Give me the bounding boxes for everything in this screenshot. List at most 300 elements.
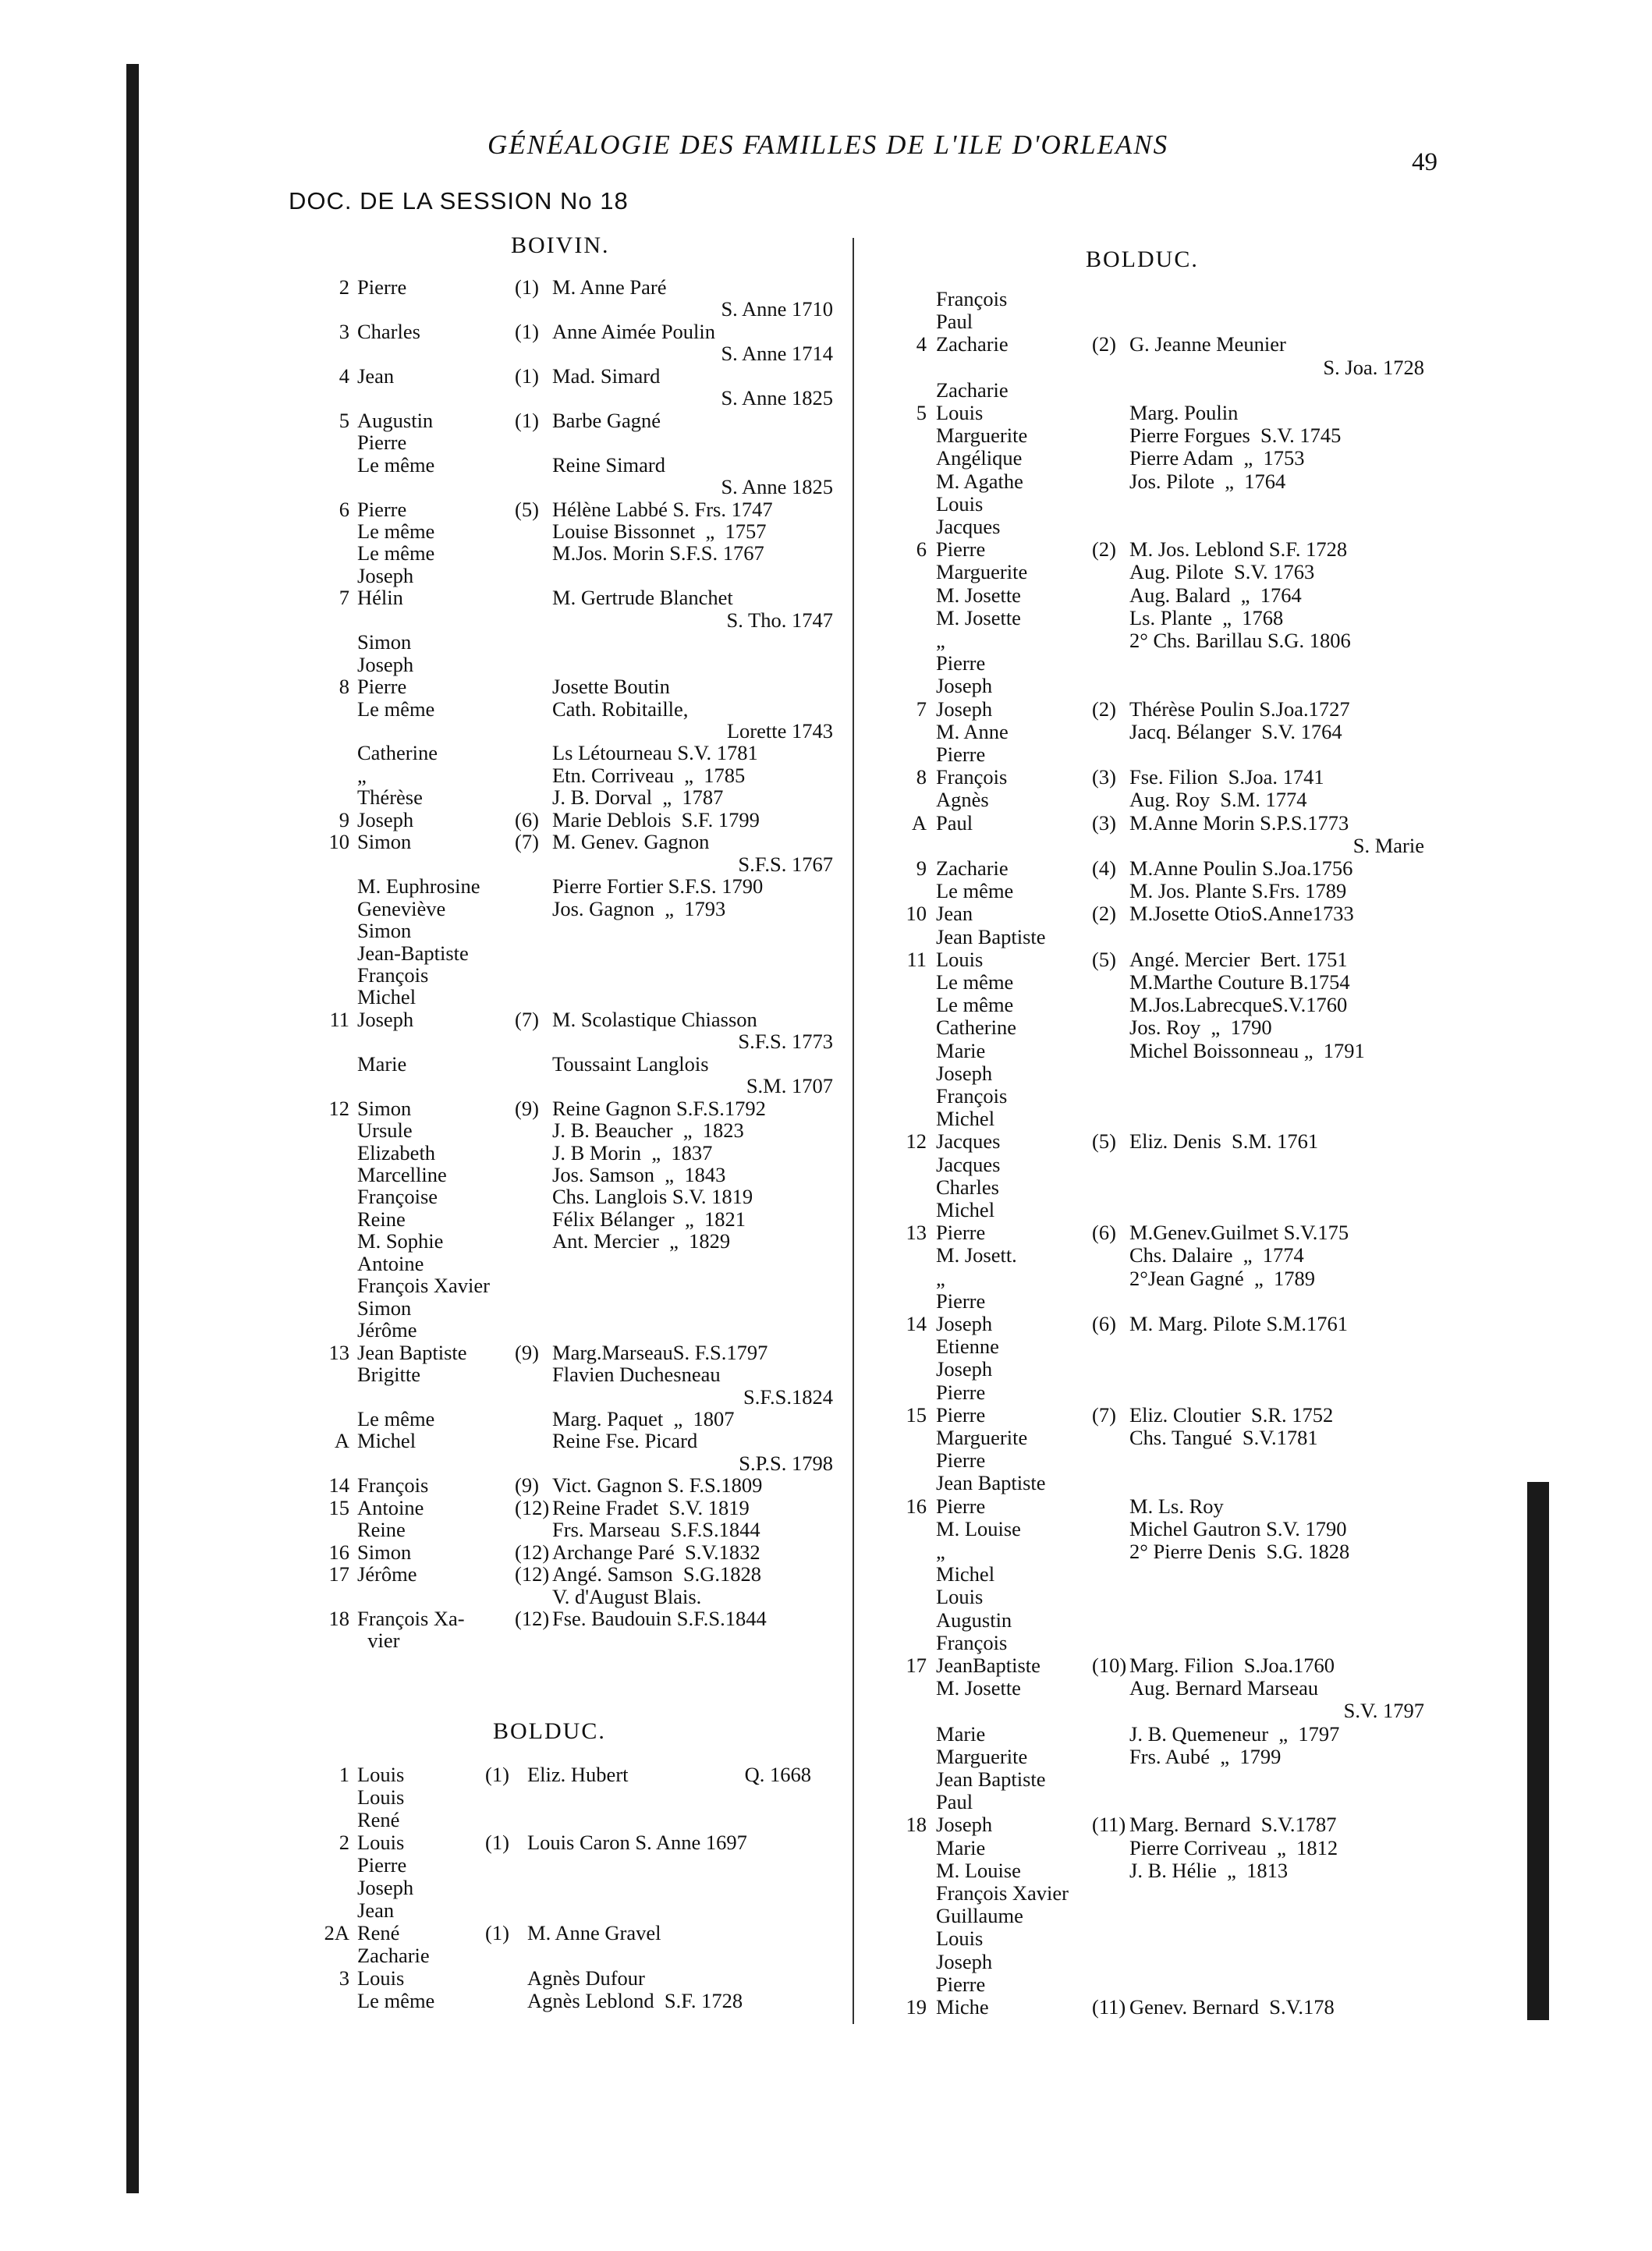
entry-mark: (5) xyxy=(1092,1129,1116,1154)
entry-spouse: 2° Pierre Denis S.G. 1828 xyxy=(1129,1540,1350,1563)
entry-name: Le même xyxy=(357,697,435,721)
entry-name: Miche xyxy=(936,1995,989,2019)
entry-name: Pierre xyxy=(936,1221,986,1245)
entry-spouse: Archange Paré S.V.1832 xyxy=(552,1540,760,1564)
entry-name: Louis xyxy=(357,1966,405,1990)
entry-spouse: M.Josette OtioS.Anne1733 xyxy=(1129,902,1354,926)
entry-name: Hélin xyxy=(357,586,403,610)
entry-name: Louis xyxy=(936,947,984,971)
scan-edge-right xyxy=(1527,1482,1549,2020)
entry-spouse: Jacq. Bélanger S.V. 1764 xyxy=(1129,719,1342,743)
entry-num: 14 xyxy=(328,1473,349,1498)
entry-name: Catherine xyxy=(936,1016,1017,1040)
entry-spouse: Thérèse Poulin S.Joa.1727 xyxy=(1129,697,1350,721)
entry-name: M. Louise xyxy=(936,1516,1021,1540)
entry-num: 8 xyxy=(916,765,927,789)
entry-spouse: M. Anne Paré xyxy=(552,275,667,299)
entry-name: Louis xyxy=(936,401,984,424)
entry-name: Simon xyxy=(357,1540,412,1564)
entry-mark: (4) xyxy=(1092,856,1116,880)
entry-name: Jean Baptiste xyxy=(936,1471,1046,1495)
entry-name: Françoise xyxy=(357,1185,438,1209)
entry-mark: (12) xyxy=(515,1495,550,1519)
entry-spouse: Angé. Mercier Bert. 1751 xyxy=(1129,947,1348,971)
entry-name: Joseph xyxy=(936,1312,993,1335)
entry-spouse: Eliz. Denis S.M. 1761 xyxy=(1129,1129,1319,1154)
entry-name: François xyxy=(357,1473,429,1498)
entry-num: 12 xyxy=(906,1129,927,1154)
entry-mark: (9) xyxy=(515,1340,539,1364)
entry-name: Antoine xyxy=(357,1251,424,1275)
entry-name: Etienne xyxy=(936,1335,999,1359)
entry-name: Michel xyxy=(936,1198,995,1221)
entry-mark: (12) xyxy=(515,1540,550,1564)
entry-spouse: 2° Chs. Barillau S.G. 1806 xyxy=(1129,629,1351,652)
entry-place: S.F.S.1824 xyxy=(743,1384,833,1409)
entry-name: Le même xyxy=(357,1406,435,1430)
bolduc-left-section-title: BOLDUC. xyxy=(493,1718,606,1744)
entry-name: Michel xyxy=(936,1562,995,1586)
entry-num: 9 xyxy=(339,807,349,831)
entry-name: Charles xyxy=(936,1175,999,1199)
entry-mark: (9) xyxy=(515,1096,539,1120)
entry-name: Louis xyxy=(357,1831,405,1854)
entry-spouse: Chs. Tangué S.V.1781 xyxy=(1129,1426,1318,1449)
entry-spouse: Marg. Filion S.Joa.1760 xyxy=(1129,1654,1335,1677)
entry-spouse: M. Jos. Plante S.Frs. 1789 xyxy=(1129,879,1347,903)
entry-place: S. Joa. 1728 xyxy=(1323,355,1424,379)
entry-place: S.P.S. 1798 xyxy=(739,1451,833,1475)
entry-name: Marie xyxy=(936,1835,986,1859)
entry-name: Jean Baptiste xyxy=(936,1767,1046,1791)
entry-name: Zacharie xyxy=(936,856,1009,880)
entry-name: M. Euphrosine xyxy=(357,874,480,899)
entry-spouse: Ls Létourneau S.V. 1781 xyxy=(552,741,758,765)
entry-mark: (5) xyxy=(515,497,539,521)
entry-name: Jacques xyxy=(936,1129,1001,1154)
entry-mark: (3) xyxy=(1092,810,1116,835)
entry-name: Reine xyxy=(357,1518,406,1542)
entry-spouse: M. Marg. Pilote S.M.1761 xyxy=(1129,1312,1348,1335)
entry-name: Michel xyxy=(357,985,417,1009)
entry-num: 16 xyxy=(906,1494,927,1518)
entry-spouse: Louis Caron S. Anne 1697 xyxy=(527,1831,747,1854)
entry-name: Charles xyxy=(357,319,420,343)
entry-name: Marcelline xyxy=(357,1163,447,1186)
doc-session-label: DOC. DE LA SESSION No 18 xyxy=(289,187,629,214)
entry-mark: (1) xyxy=(515,408,539,432)
entry-num: 10 xyxy=(328,830,349,854)
entry-name: Joseph xyxy=(936,697,993,721)
entry-spouse: M. Gertrude Blanchet xyxy=(552,586,733,610)
entry-name: Zacharie xyxy=(936,378,1009,402)
entry-spouse: Fse. Filion S.Joa. 1741 xyxy=(1129,765,1324,789)
entry-mark: (7) xyxy=(1092,1402,1116,1427)
entry-num: A xyxy=(334,1429,349,1453)
entry-num: 18 xyxy=(906,1813,927,1837)
entry-mark: (2) xyxy=(1092,697,1116,721)
entry-name: Antoine xyxy=(357,1495,424,1519)
entry-name: vier xyxy=(357,1629,400,1653)
entry-num: 3 xyxy=(339,319,349,343)
entry-num: 6 xyxy=(339,497,349,521)
entry-spouse: Félix Bélanger „ 1821 xyxy=(552,1207,746,1231)
entry-name: François xyxy=(936,765,1008,789)
entry-name: Le même xyxy=(357,1989,435,2012)
entry-name: Le même xyxy=(936,970,1014,994)
entry-name: Simon xyxy=(357,830,412,854)
entry-name: Jean-Baptiste xyxy=(357,941,469,965)
entry-num: A xyxy=(911,810,927,835)
entry-num: 7 xyxy=(339,586,349,610)
entry-name: Joseph xyxy=(936,1061,993,1085)
entry-name: Jérôme xyxy=(357,1318,417,1342)
entry-mark: (6) xyxy=(1092,1312,1116,1335)
entry-name: François xyxy=(357,962,429,987)
entry-name: Pierre xyxy=(936,1380,986,1404)
entry-spouse: Aug. Roy S.M. 1774 xyxy=(1129,788,1307,812)
entry-mark: (6) xyxy=(515,807,539,831)
entry-num: 4 xyxy=(916,332,927,356)
entry-name: M. Sophie xyxy=(357,1229,444,1253)
column-divider xyxy=(853,238,854,2024)
entry-num: 17 xyxy=(906,1654,927,1677)
entry-name: Le même xyxy=(357,541,435,565)
entry-name: Marie xyxy=(936,1721,986,1746)
entry-num: 1 xyxy=(339,1763,349,1786)
entry-spouse: Frs. Marseau S.F.S.1844 xyxy=(552,1518,760,1542)
entry-mark: (1) xyxy=(515,363,539,388)
entry-mark: (1) xyxy=(515,319,539,343)
entry-name: Pierre xyxy=(936,1448,986,1473)
entry-place: Q. 1668 xyxy=(744,1763,811,1786)
entry-name: Michel xyxy=(936,1107,995,1131)
entry-spouse: Fse. Baudouin S.F.S.1844 xyxy=(552,1607,767,1630)
entry-name: Le même xyxy=(936,879,1014,903)
entry-spouse: Cath. Robitaille, xyxy=(552,697,689,721)
entry-name: Simon xyxy=(357,630,412,654)
entry-name: Pierre xyxy=(357,675,407,699)
entry-name: Angélique xyxy=(936,446,1023,470)
entry-name: Joseph xyxy=(936,1813,993,1837)
entry-spouse: Anne Aimée Poulin xyxy=(552,319,716,343)
entry-mark: (3) xyxy=(1092,765,1116,789)
entry-name: Paul xyxy=(936,810,973,835)
entry-name: Reine xyxy=(357,1207,406,1231)
entry-name: Jean Baptiste xyxy=(936,924,1046,948)
entry-name: Simon xyxy=(357,919,412,943)
entry-name: Zacharie xyxy=(357,1944,430,1967)
entry-name: M. Louise xyxy=(936,1858,1021,1882)
entry-num: 10 xyxy=(906,902,927,926)
entry-place: S. Anne 1825 xyxy=(721,386,833,410)
entry-spouse: Marie Deblois S.F. 1799 xyxy=(552,807,760,831)
entry-spouse: Reine Fse. Picard xyxy=(552,1429,698,1453)
entry-name: Pierre xyxy=(357,431,407,455)
entry-num: 15 xyxy=(906,1402,927,1427)
entry-name: M. Josette xyxy=(936,583,1021,607)
entry-place: S.F.S. 1773 xyxy=(738,1030,833,1054)
entry-spouse: Michel Gautron S.V. 1790 xyxy=(1129,1516,1347,1540)
entry-num: 11 xyxy=(906,947,927,971)
entry-name: Louis xyxy=(357,1785,405,1809)
entry-place: S.F.S. 1767 xyxy=(738,852,833,876)
entry-num: 13 xyxy=(328,1340,349,1364)
entry-spouse: 2°Jean Gagné „ 1789 xyxy=(1129,1266,1315,1290)
entry-mark: (12) xyxy=(515,1607,550,1630)
entry-name: René xyxy=(357,1808,400,1831)
entry-num: 7 xyxy=(916,697,927,721)
entry-place: S.M. 1707 xyxy=(746,1074,833,1098)
entry-mark: (1) xyxy=(515,275,539,299)
entry-name: Marguerite xyxy=(936,1426,1028,1449)
entry-name: M. Josette xyxy=(936,1676,1021,1700)
entry-name: Marguerite xyxy=(936,560,1028,584)
entry-name: Simon xyxy=(357,1296,412,1320)
entry-spouse: Chs. Langlois S.V. 1819 xyxy=(552,1185,753,1209)
entry-name: Joseph xyxy=(357,807,414,831)
entry-num: 12 xyxy=(328,1096,349,1120)
entry-name: Zacharie xyxy=(936,332,1009,356)
entry-name: Elizabeth xyxy=(357,1140,436,1164)
entry-spouse: Reine Fradet S.V. 1819 xyxy=(552,1495,750,1519)
bolduc-right-section-title: BOLDUC. xyxy=(1086,246,1199,272)
entry-mark: (2) xyxy=(1092,902,1116,926)
entry-name: Agnès xyxy=(936,788,989,812)
entry-name: Paul xyxy=(936,310,973,334)
entry-name: François xyxy=(936,287,1008,310)
entry-name: „ xyxy=(936,1540,945,1563)
entry-name: Augustin xyxy=(357,408,434,432)
entry-mark: (9) xyxy=(515,1473,539,1498)
entry-name: Pierre xyxy=(936,537,986,562)
entry-num: 5 xyxy=(339,408,349,432)
entry-mark: (5) xyxy=(1092,947,1116,971)
entry-spouse: Eliz. Cloutier S.R. 1752 xyxy=(1129,1402,1334,1427)
entry-name: M. Anne xyxy=(936,719,1009,743)
entry-place: S.V. 1797 xyxy=(1343,1699,1424,1723)
entry-name: Pierre xyxy=(936,743,986,766)
entry-mark: (2) xyxy=(1092,537,1116,562)
entry-place: S. Anne 1825 xyxy=(721,475,833,499)
entry-place: S. Anne 1710 xyxy=(721,297,833,321)
entry-name: Pierre xyxy=(936,651,986,675)
entry-num: 11 xyxy=(329,1007,349,1031)
entry-spouse: Ls. Plante „ 1768 xyxy=(1129,605,1284,629)
entry-name: Joseph xyxy=(357,1007,414,1031)
boivin-section-title: BOIVIN. xyxy=(511,232,610,258)
entry-num: 14 xyxy=(906,1312,927,1335)
entry-num: 8 xyxy=(339,675,349,699)
entry-mark: (11) xyxy=(1092,1813,1126,1837)
entry-name: Pierre xyxy=(936,1494,986,1518)
entry-num: 17 xyxy=(328,1562,349,1586)
entry-spouse: Pierre Corriveau „ 1812 xyxy=(1129,1835,1338,1859)
entry-spouse: Pierre Forgues S.V. 1745 xyxy=(1129,424,1342,448)
entry-name: Paul xyxy=(936,1790,973,1814)
entry-name: Joseph xyxy=(936,1357,993,1381)
entry-spouse: Marg.MarseauS. F.S.1797 xyxy=(552,1340,768,1364)
entry-name: Pierre xyxy=(357,1853,407,1877)
page-header-title: GÉNÉALOGIE DES FAMILLES DE L'ILE D'ORLEANS xyxy=(487,129,1169,160)
entry-spouse: M.Anne Morin S.P.S.1773 xyxy=(1129,810,1349,835)
entry-name: Jean xyxy=(936,902,973,926)
entry-num: 4 xyxy=(339,363,349,388)
entry-name: M. Agathe xyxy=(936,469,1023,493)
entry-name: Marguerite xyxy=(936,1744,1028,1768)
entry-name: Jérôme xyxy=(357,1562,417,1586)
entry-spouse: J. B. Dorval „ 1787 xyxy=(552,785,724,810)
entry-spouse: Angé. Samson S.G.1828 xyxy=(552,1562,761,1586)
entry-name: Louis xyxy=(936,1585,984,1609)
entry-name: François xyxy=(936,1630,1008,1654)
entry-name: Pierre xyxy=(936,1289,986,1313)
entry-spouse: Flavien Duchesneau xyxy=(552,1363,721,1387)
entry-spouse: Eliz. Hubert xyxy=(527,1763,629,1786)
entry-spouse: Ant. Mercier „ 1829 xyxy=(552,1229,731,1253)
entry-spouse: M. Anne Gravel xyxy=(527,1921,661,1944)
entry-name: Michel xyxy=(357,1429,417,1453)
entry-name: „ xyxy=(357,763,367,787)
entry-name: Louis xyxy=(357,1763,405,1786)
entry-name: François Xa- xyxy=(357,1607,465,1630)
entry-num: 2 xyxy=(339,275,349,299)
entry-spouse: Etn. Corriveau „ 1785 xyxy=(552,763,746,787)
entry-spouse: Genev. Bernard S.V.178 xyxy=(1129,1995,1335,2019)
entry-spouse: Aug. Bernard Marseau xyxy=(1129,1676,1319,1700)
entry-name: „ xyxy=(936,1266,945,1290)
entry-spouse: Marg. Paquet „ 1807 xyxy=(552,1406,735,1430)
entry-name: Louis xyxy=(936,491,984,516)
entry-spouse: Toussaint Langlois xyxy=(552,1051,709,1076)
entry-spouse: M. Genev. Gagnon xyxy=(552,830,710,854)
entry-name: Jean xyxy=(357,1898,395,1922)
entry-spouse: V. d'August Blais. xyxy=(552,1584,702,1608)
entry-spouse: M. Scolastique Chiasson xyxy=(552,1007,757,1031)
entry-spouse: M.Jos.LabrecqueS.V.1760 xyxy=(1129,993,1348,1017)
entry-num: 16 xyxy=(328,1540,349,1564)
entry-place: S. Marie xyxy=(1352,833,1424,857)
entry-name: Guillaume xyxy=(936,1904,1023,1928)
entry-mark: (2) xyxy=(1092,332,1116,356)
entry-mark: (12) xyxy=(515,1562,550,1586)
entry-name: Pierre xyxy=(357,275,407,299)
entry-name: JeanBaptiste xyxy=(936,1654,1040,1677)
entry-spouse: Aug. Pilote S.V. 1763 xyxy=(1129,560,1315,584)
entry-num: 6 xyxy=(916,537,927,562)
entry-name: Joseph xyxy=(357,1876,414,1899)
entry-mark: (1) xyxy=(485,1831,509,1854)
entry-spouse: J. B Morin „ 1837 xyxy=(552,1140,713,1164)
entry-name: François Xavier xyxy=(357,1274,490,1298)
entry-name: Marie xyxy=(936,1038,986,1062)
entry-name: Pierre xyxy=(357,497,407,521)
entry-mark: (7) xyxy=(515,830,539,854)
entry-num: 2 xyxy=(339,1831,349,1854)
entry-spouse: M.Marthe Couture B.1754 xyxy=(1129,970,1350,994)
entry-spouse: G. Jeanne Meunier xyxy=(1129,332,1286,356)
entry-place: S. Tho. 1747 xyxy=(726,608,833,632)
entry-spouse: Jos. Samson „ 1843 xyxy=(552,1163,726,1186)
entry-name: Pierre xyxy=(936,1402,986,1427)
entry-name: Joseph xyxy=(936,1949,993,1973)
entry-spouse: Pierre Adam „ 1753 xyxy=(1129,446,1305,470)
entry-spouse: M.Genev.Guilmet S.V.175 xyxy=(1129,1221,1349,1245)
entry-name: Geneviève xyxy=(357,896,446,920)
entry-spouse: Reine Simard xyxy=(552,452,665,477)
entry-name: Le même xyxy=(936,993,1014,1017)
entry-mark: (1) xyxy=(485,1921,509,1944)
entry-name: Ursule xyxy=(357,1118,413,1143)
entry-spouse: Louise Bissonnet „ 1757 xyxy=(552,519,767,543)
entry-spouse: Barbe Gagné xyxy=(552,408,661,432)
entry-name: Marguerite xyxy=(936,424,1028,448)
entry-spouse: J. B. Quemeneur „ 1797 xyxy=(1129,1721,1340,1746)
entry-name: Joseph xyxy=(357,652,414,676)
entry-num: 9 xyxy=(916,856,927,880)
entry-name: Jean xyxy=(357,363,395,388)
entry-name: Jacques xyxy=(936,515,1001,538)
entry-spouse: Aug. Balard „ 1764 xyxy=(1129,583,1302,607)
entry-place: S. Anne 1714 xyxy=(721,342,833,366)
entry-name: M. Josette xyxy=(936,605,1021,629)
entry-name: François Xavier xyxy=(936,1881,1069,1905)
entry-spouse: Pierre Fortier S.F.S. 1790 xyxy=(552,874,764,899)
entry-spouse: Jos. Gagnon „ 1793 xyxy=(552,896,726,920)
entry-spouse: Jos. Pilote „ 1764 xyxy=(1129,469,1286,493)
entry-name: Le même xyxy=(357,452,435,477)
entry-name: Le même xyxy=(357,519,435,543)
entry-spouse: Chs. Dalaire „ 1774 xyxy=(1129,1243,1304,1267)
entry-name: „ xyxy=(936,629,945,652)
entry-spouse: Marg. Bernard S.V.1787 xyxy=(1129,1813,1337,1837)
entry-num: 5 xyxy=(916,401,927,424)
entry-spouse: J. B. Beaucher „ 1823 xyxy=(552,1118,744,1143)
entry-spouse: J. B. Hélie „ 1813 xyxy=(1129,1858,1289,1882)
entry-spouse: Hélène Labbé S. Frs. 1747 xyxy=(552,497,773,521)
entry-num: 18 xyxy=(328,1607,349,1630)
entry-spouse: Josette Boutin xyxy=(552,675,670,699)
entry-spouse: Agnès Leblond S.F. 1728 xyxy=(527,1989,743,2012)
entry-spouse: Jos. Roy „ 1790 xyxy=(1129,1016,1272,1040)
entry-name: Joseph xyxy=(936,674,993,698)
entry-name: René xyxy=(357,1921,400,1944)
entry-spouse: Michel Boissonneau „ 1791 xyxy=(1129,1038,1365,1062)
entry-name: François xyxy=(936,1084,1008,1108)
entry-spouse: M. Jos. Leblond S.F. 1728 xyxy=(1129,537,1348,562)
entry-name: Brigitte xyxy=(357,1363,420,1387)
entry-spouse: Frs. Aubé „ 1799 xyxy=(1129,1744,1282,1768)
entry-spouse: Mad. Simard xyxy=(552,363,661,388)
entry-num: 13 xyxy=(906,1221,927,1245)
entry-spouse: M.Anne Poulin S.Joa.1756 xyxy=(1129,856,1353,880)
entry-num: 19 xyxy=(906,1995,927,2019)
entry-num: 3 xyxy=(339,1966,349,1990)
entry-mark: (6) xyxy=(1092,1221,1116,1245)
entry-name: Joseph xyxy=(357,563,414,587)
entry-name: Simon xyxy=(357,1096,412,1120)
entry-name: Pierre xyxy=(936,1972,986,1996)
page-number: 49 xyxy=(1412,148,1438,176)
entry-spouse: Vict. Gagnon S. F.S.1809 xyxy=(552,1473,763,1498)
entry-mark: (10) xyxy=(1092,1654,1127,1677)
entry-spouse: Reine Gagnon S.F.S.1792 xyxy=(552,1096,766,1120)
entry-name: Catherine xyxy=(357,741,438,765)
entry-mark: (11) xyxy=(1092,1995,1126,2019)
entry-mark: (7) xyxy=(515,1007,539,1031)
entry-place: Lorette 1743 xyxy=(726,719,833,743)
entry-spouse: Agnès Dufour xyxy=(527,1966,645,1990)
